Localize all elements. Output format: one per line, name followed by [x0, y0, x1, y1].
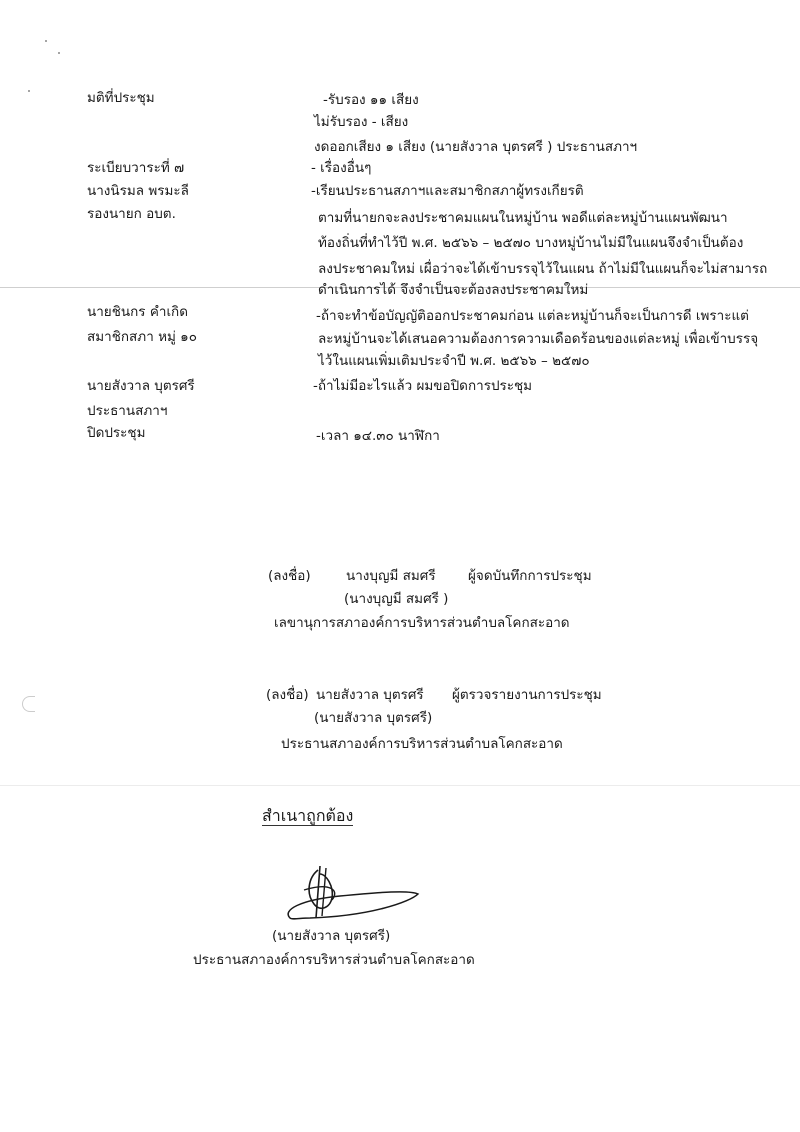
- resolution-line: ไม่รับรอง - เสียง: [314, 114, 409, 130]
- speech-line: -ถ้าจะทำข้อบัญญัติออกประชาคมก่อน แต่ละหมู่บ้านก็จะเป็นการดี เพราะแต่: [316, 308, 749, 324]
- sign-label: (ลงชื่อ): [266, 687, 309, 703]
- sign-label: (ลงชื่อ): [268, 568, 311, 584]
- signer-duty: ผู้ตรวจรายงานการประชุม: [452, 687, 602, 703]
- speech-line: ไว้ในแผนเพิ่มเติมประจำปี พ.ศ. ๒๕๖๖ – ๒๕๗๐: [318, 353, 590, 369]
- signer-name: นายสังวาล บุตรศรี: [316, 687, 424, 703]
- signer-duty: ผู้จดบันทึกการประชุม: [468, 568, 592, 584]
- speech-line: ตามที่นายกจะลงประชาคมแผนในหมู่บ้าน พอดีแต่ละหมู่บ้านแผนพัฒนา: [318, 210, 728, 226]
- signer-name: นางบุญมี สมศรี: [346, 568, 436, 584]
- speech-line: -เรียนประธานสภาฯและสมาชิกสภาผู้ทรงเกียรติ: [311, 183, 584, 199]
- speaker-name: นายชินกร คำเกิด: [87, 304, 188, 320]
- closing-time: -เวลา ๑๔.๓๐ นาฬิกา: [316, 428, 440, 444]
- scan-speck: [28, 90, 30, 92]
- speech-line: ละหมู่บ้านจะได้เสนอความต้องการความเดือดร้อนของแต่ละหมู่ เพื่อเข้าบรรจุ: [318, 331, 759, 347]
- signer-name-paren: (นางบุญมี สมศรี ): [344, 591, 449, 607]
- scan-speck: [58, 52, 60, 54]
- signer-name-paren: (นายสังวาล บุตรศรี): [314, 710, 433, 726]
- resolution-label: มติที่ประชุม: [87, 90, 155, 106]
- agenda-label: ระเบียบวาระที่ ๗: [87, 160, 185, 176]
- speech-line: ดำเนินการได้ จึงจำเป็นจะต้องลงประชาคมใหม่: [318, 282, 589, 298]
- speaker-role: สมาชิกสภา หมู่ ๑๐: [87, 329, 197, 345]
- resolution-line: -รับรอง ๑๑ เสียง: [323, 92, 419, 108]
- closing-label: ปิดประชุม: [87, 425, 146, 441]
- speech-line: ท้องถิ่นที่ทำไว้ปี พ.ศ. ๒๕๖๖ – ๒๕๗๐ บางหมู่บ้านไม่มีในแผนจึงจำเป็นต้อง: [318, 235, 744, 251]
- speaker-role: รองนายก อบต.: [87, 206, 176, 222]
- resolution-line: งดออกเสียง ๑ เสียง (นายสังวาล บุตรศรี ) ประธานสภาฯ: [314, 139, 638, 155]
- certifier-position: ประธานสภาองค์การบริหารส่วนตำบลโคกสะอาด: [193, 952, 475, 968]
- speaker-name: นางนิรมล พรมะลี: [87, 183, 189, 199]
- scan-speck: [45, 40, 47, 42]
- certified-heading-text: สำเนาถูกต้อง: [262, 806, 354, 825]
- signer-position: เลขานุการสภาองค์การบริหารส่วนตำบลโคกสะอาด: [274, 615, 570, 631]
- certified-heading: [262, 807, 353, 825]
- certifier-name-paren: (นายสังวาล บุตรศรี): [272, 928, 391, 944]
- scan-fold-line: [0, 785, 800, 786]
- agenda-title: - เรื่องอื่นๆ: [311, 160, 372, 176]
- speech-line: ลงประชาคมใหม่ เผื่อว่าจะได้เข้าบรรจุไว้ในแผน ถ้าไม่มีในแผนก็จะไม่สามารถ: [318, 261, 768, 277]
- handwritten-signature: [270, 860, 430, 930]
- signer-position: ประธานสภาองค์การบริหารส่วนตำบลโคกสะอาด: [281, 736, 563, 752]
- speaker-name: นายสังวาล บุตรศรี: [87, 378, 195, 394]
- punch-hole-mark: [22, 696, 35, 712]
- speaker-role: ประธานสภาฯ: [87, 403, 168, 419]
- speech-line: -ถ้าไม่มีอะไรแล้ว ผมขอปิดการประชุม: [313, 378, 533, 394]
